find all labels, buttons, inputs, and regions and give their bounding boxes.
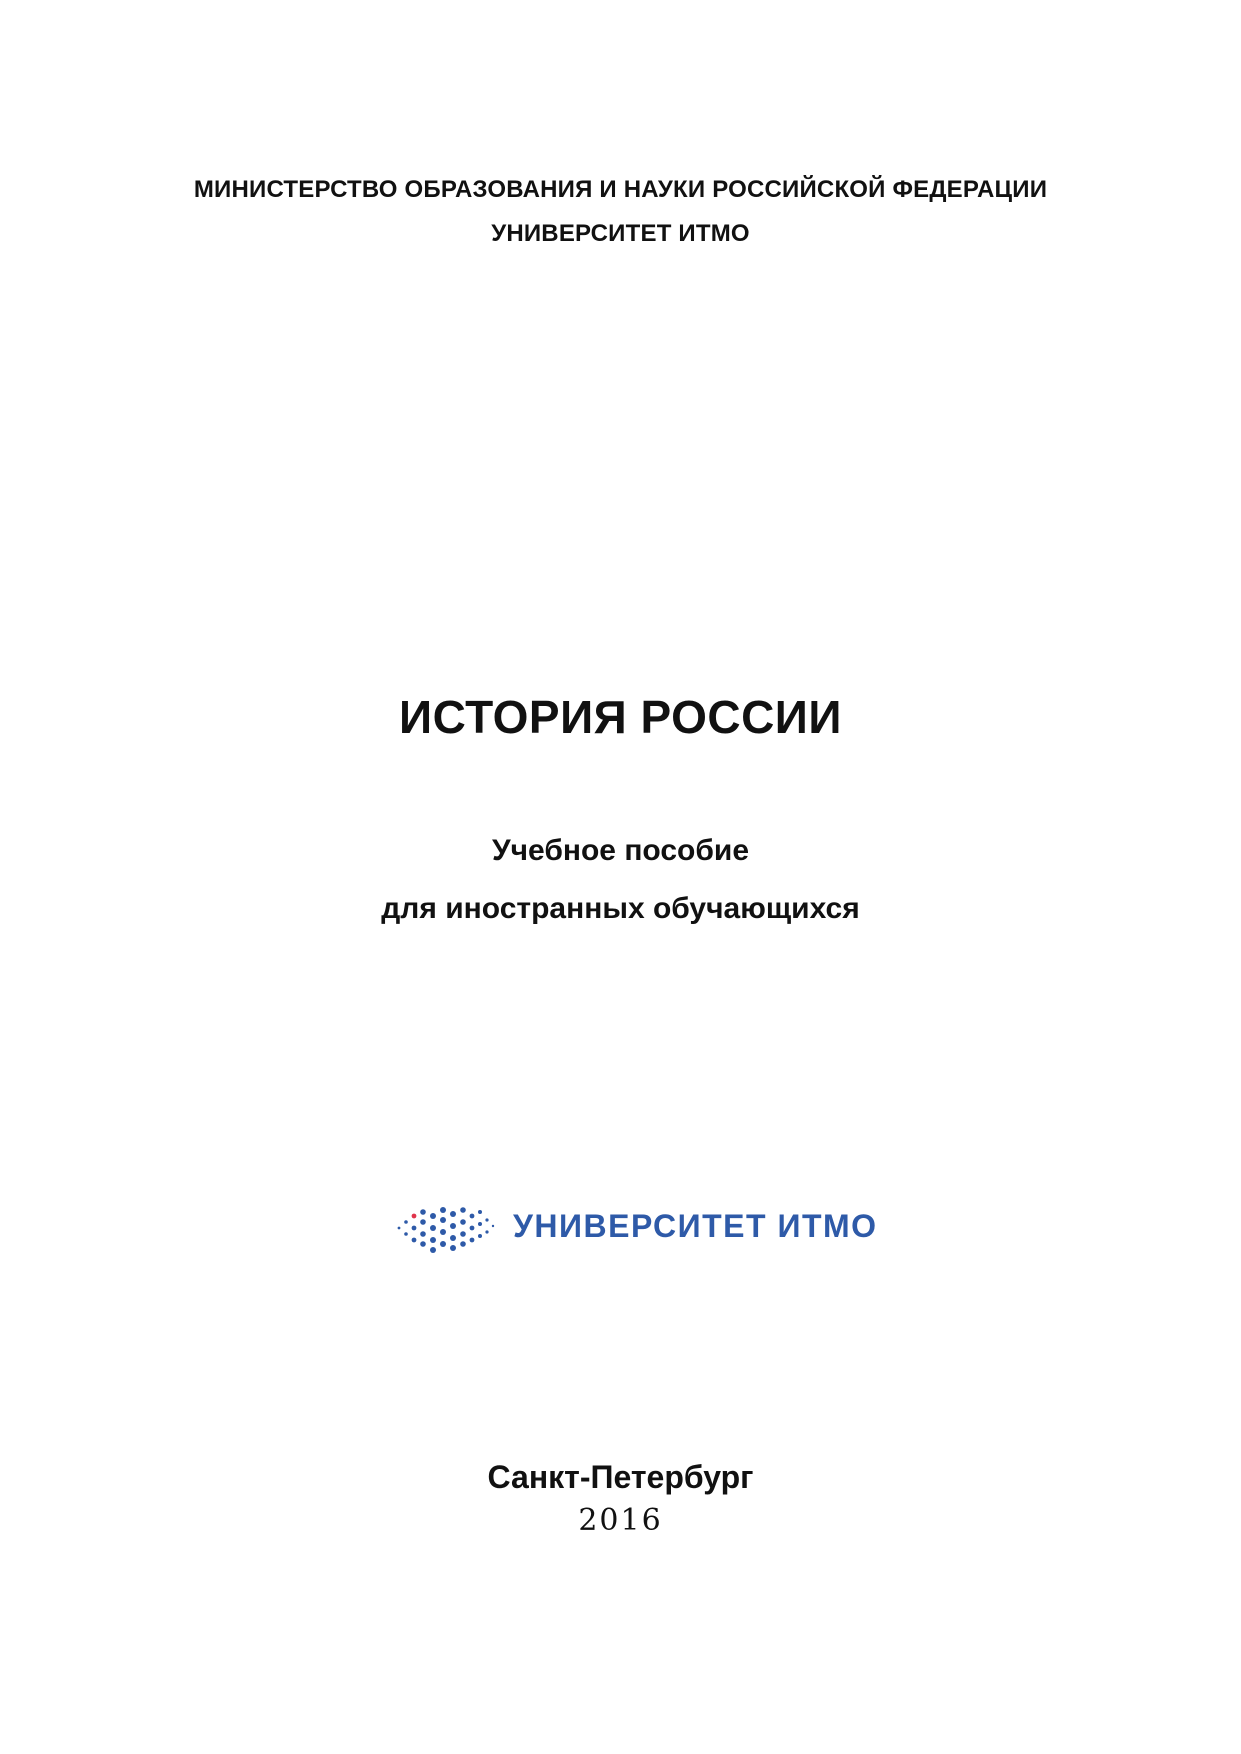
logo-dot [485, 1230, 488, 1233]
logo-dot [460, 1207, 466, 1213]
publication-city: Санкт-Петербург [487, 1459, 754, 1495]
logo-dot [398, 1227, 401, 1230]
logo-dot [460, 1231, 466, 1237]
logo-dot [420, 1231, 426, 1237]
logo-dot [404, 1232, 408, 1236]
book-subtitle-line-1: Учебное пособие [491, 834, 750, 867]
publication-year: 2016 [578, 1503, 663, 1538]
logo-dot [430, 1225, 436, 1231]
logo-dot [430, 1213, 436, 1219]
logo-dot [430, 1247, 436, 1253]
logo-dot [485, 1218, 488, 1221]
logo-dot [450, 1245, 456, 1251]
logo-dot [478, 1210, 482, 1214]
logo-dot [470, 1226, 475, 1231]
logo-dot [404, 1220, 408, 1224]
book-subtitle-line-2: для иностранных обучающихся [381, 892, 860, 925]
logo-dot [460, 1219, 466, 1225]
logo-dot [440, 1229, 446, 1235]
logo-dot [420, 1209, 426, 1215]
logo-dot [420, 1241, 426, 1247]
book-title: ИСТОРИЯ РОССИИ [399, 691, 842, 743]
logo-dot [450, 1223, 456, 1229]
logo-dot [460, 1241, 466, 1247]
logo-dot [412, 1238, 417, 1243]
logo-dot [478, 1222, 482, 1226]
logo-dot [440, 1241, 446, 1247]
university-heading: УНИВЕРСИТЕТ ИТМО [491, 220, 750, 247]
logo-dot [470, 1238, 475, 1243]
logo-dot [412, 1214, 417, 1219]
logo-text: УНИВЕРСИТЕТ ИТМО [513, 1208, 878, 1244]
logo-dot [450, 1235, 456, 1241]
university-logo [395, 1198, 878, 1258]
logo-dot [470, 1214, 475, 1219]
logo-dot [440, 1217, 446, 1223]
ministry-heading: МИНИСТЕРСТВО ОБРАЗОВАНИЯ И НАУКИ РОССИЙСКОЙ ФЕДЕРАЦИИ [193, 176, 1048, 203]
logo-dot [412, 1226, 417, 1231]
logo-dot [440, 1207, 446, 1213]
itmo-dots-logo-icon [395, 1198, 495, 1258]
logo-dot [450, 1211, 456, 1217]
logo-dot [492, 1225, 494, 1227]
logo-dot [430, 1237, 436, 1243]
logo-dot [420, 1219, 426, 1225]
logo-dot [478, 1234, 482, 1238]
